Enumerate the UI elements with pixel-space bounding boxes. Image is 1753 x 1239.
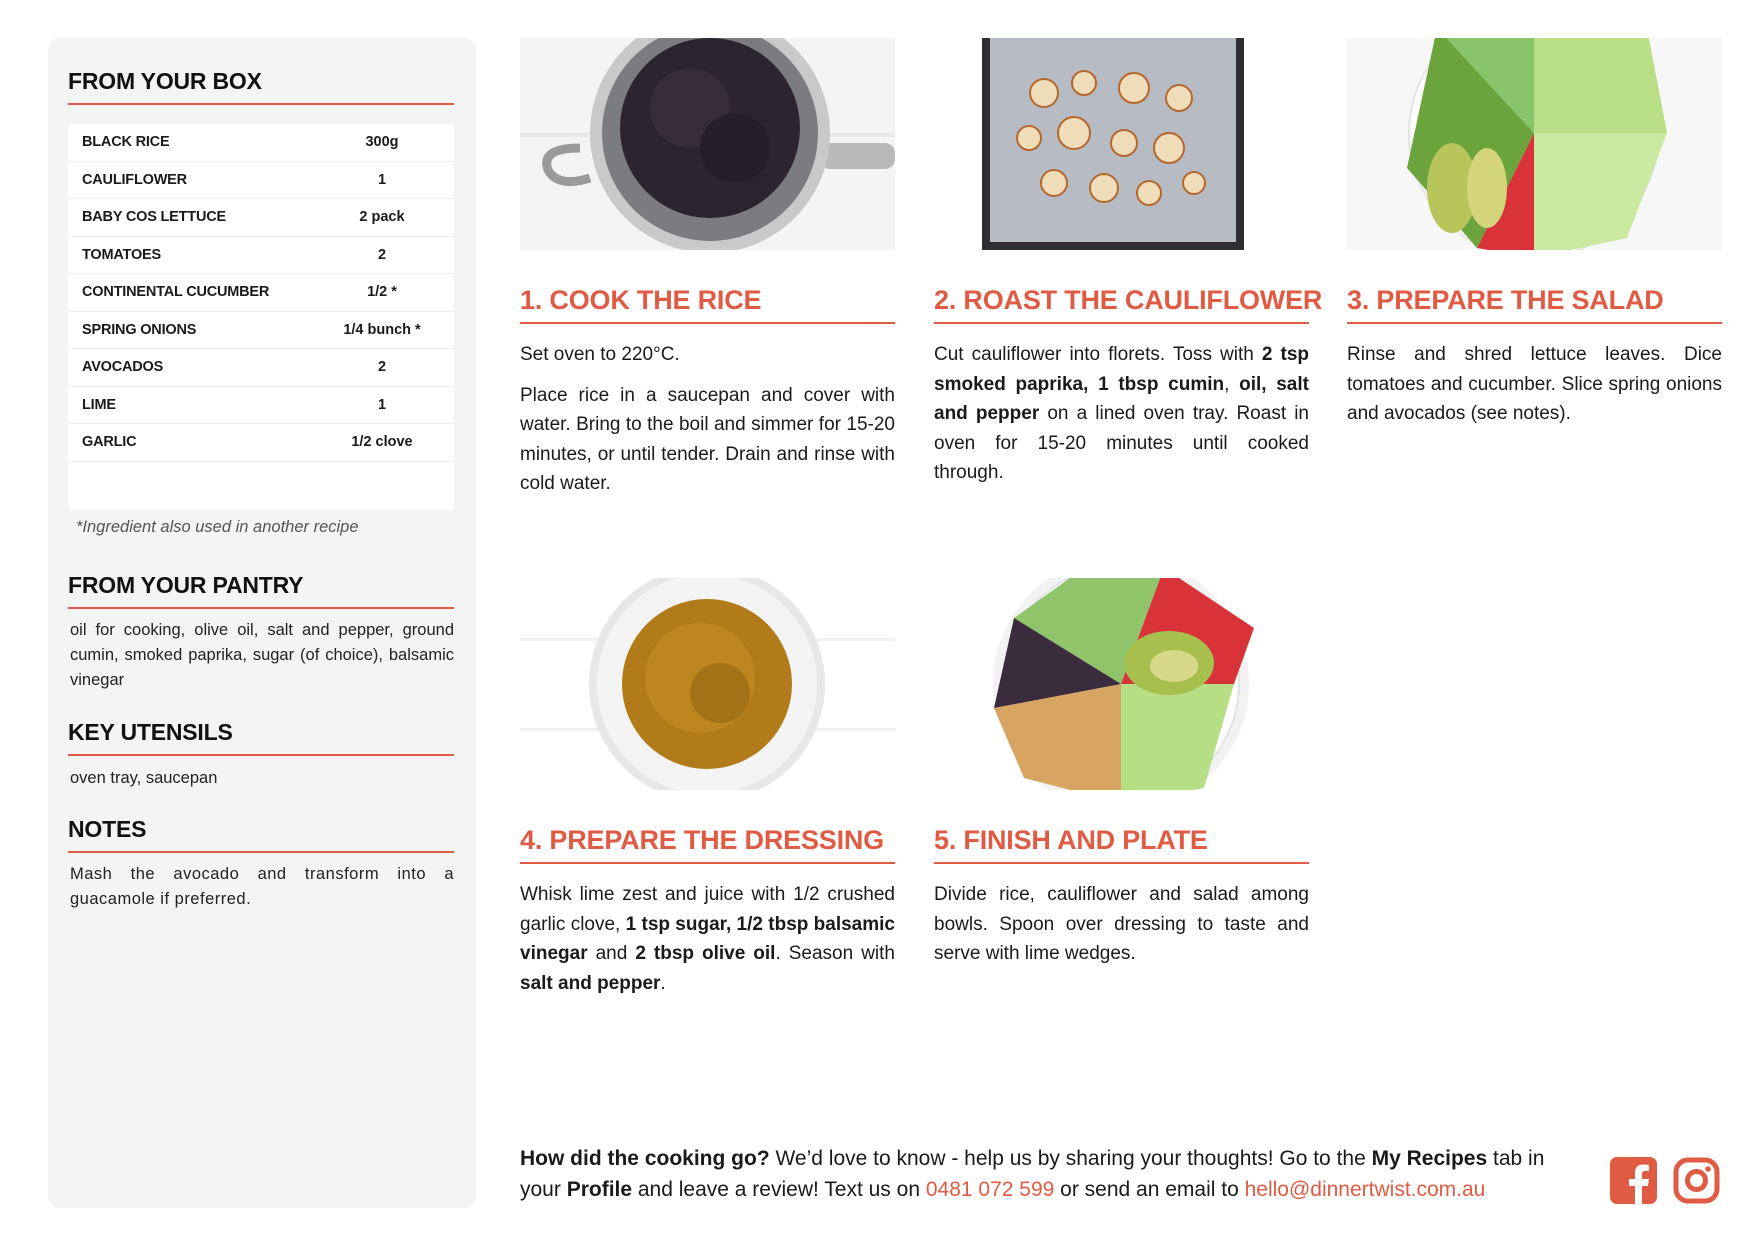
pantry-title: FROM YOUR PANTRY bbox=[68, 572, 454, 609]
ingredient-qty: 1 bbox=[377, 396, 387, 413]
table-row bbox=[68, 162, 454, 200]
step-finish-plate bbox=[934, 578, 1309, 980]
text-run: Whisk lime zest and juice with 1/2 crushed garlic clove, bbox=[520, 884, 895, 935]
ingredient-name: CONTINENTAL CUCUMBER bbox=[82, 284, 270, 301]
table-row bbox=[68, 349, 454, 387]
ingredient-name: BLACK RICE bbox=[82, 134, 170, 151]
ingredient-qty: 1/2 clove bbox=[351, 434, 413, 451]
ingredient-name: TOMATOES bbox=[82, 246, 161, 263]
bold-run: salt and pepper bbox=[520, 972, 661, 994]
text-run: and bbox=[587, 943, 636, 964]
ingredient-name: CAULIFLOWER bbox=[82, 171, 187, 188]
step-photo-dressing bbox=[520, 578, 895, 790]
ingredient-qty: 2 bbox=[377, 246, 387, 263]
step-photo-rice bbox=[520, 38, 895, 250]
utensils-title: KEY UTENSILS bbox=[68, 719, 454, 756]
step-paragraph: Divide rice, cauliflower and salad among bowls. Spoon over dressing to taste and serve with lime wedges. bbox=[934, 884, 1309, 964]
step-photo-cauliflower bbox=[934, 38, 1309, 250]
table-row bbox=[68, 424, 454, 462]
step-prepare-salad bbox=[1347, 38, 1722, 440]
text-run: , bbox=[1224, 373, 1240, 395]
step-paragraph: Place rice in a saucepan and cover with water. Bring to the boil and simmer for 15-20 minutes, or until tender. Drain and rinse with cold water. bbox=[520, 384, 895, 494]
step-title: 2. ROAST THE CAULIFLOWER bbox=[934, 285, 1309, 324]
ingredient-name: AVOCADOS bbox=[82, 359, 164, 376]
table-row bbox=[68, 199, 454, 237]
text-run: tab in your bbox=[520, 1147, 1545, 1201]
facebook-icon[interactable] bbox=[1610, 1157, 1657, 1204]
text-run: Cut cauliflower into florets. Toss with bbox=[934, 344, 1262, 365]
table-row bbox=[68, 237, 454, 275]
bold-run: 2 tbsp olive oil bbox=[635, 943, 776, 964]
step-prepare-dressing bbox=[520, 578, 895, 1009]
step-text bbox=[934, 340, 1309, 488]
my-recipes-label: My Recipes bbox=[1371, 1147, 1488, 1170]
step-photo-plate bbox=[934, 578, 1309, 790]
ingredient-qty: 300g bbox=[365, 134, 399, 151]
step-title: 4. PREPARE THE DRESSING bbox=[520, 825, 895, 864]
ingredient-name: GARLIC bbox=[82, 434, 137, 451]
profile-label: Profile bbox=[566, 1178, 633, 1201]
step-text bbox=[934, 880, 1309, 969]
text-run: on a lined oven tray. Roast in oven for 15-20 minutes until cooked through. bbox=[934, 403, 1309, 483]
step-paragraph: Set oven to 220°C. bbox=[520, 344, 680, 365]
step-text bbox=[520, 340, 895, 499]
step-paragraph: Rinse and shred lettuce leaves. Dice tomatoes and cucumber. Slice spring onions and avocados (see notes). bbox=[1347, 344, 1722, 424]
notes-title: NOTES bbox=[68, 816, 454, 853]
bold-run: 1 tsp sugar, 1/2 tbsp balsamic vinegar bbox=[520, 913, 895, 964]
text-run: and leave a review! Text us on bbox=[632, 1178, 926, 1201]
table-row bbox=[68, 387, 454, 425]
step-title: 5. FINISH AND PLATE bbox=[934, 825, 1309, 864]
ingredient-qty: 2 pack bbox=[359, 209, 405, 226]
ingredient-note: *Ingredient also used in another recipe bbox=[76, 518, 359, 536]
ingredient-qty: 1 bbox=[377, 171, 387, 188]
ingredient-qty: 2 bbox=[377, 359, 387, 376]
ingredient-qty: 1/2 * bbox=[367, 284, 397, 301]
box-title: FROM YOUR BOX bbox=[68, 68, 454, 105]
table-row bbox=[68, 274, 454, 312]
ingredient-qty: 1/4 bunch * bbox=[343, 321, 421, 338]
instagram-icon[interactable] bbox=[1673, 1157, 1720, 1204]
step-roast-cauliflower bbox=[934, 38, 1323, 499]
text-run: . Season with bbox=[775, 943, 895, 964]
feedback-footer bbox=[520, 1143, 1580, 1205]
step-photo-salad bbox=[1347, 38, 1722, 250]
ingredients-sidebar bbox=[48, 38, 476, 1208]
text-run: or send an email to bbox=[1054, 1178, 1245, 1201]
text-run: . bbox=[660, 972, 666, 994]
bold-run: 2 tsp smoked paprika, 1 tbsp cumin bbox=[934, 344, 1309, 395]
text-run: We’d love to know - help us by sharing your thoughts! Go to the bbox=[769, 1147, 1372, 1170]
email-link[interactable]: hello@dinnertwist.com.au bbox=[1244, 1178, 1486, 1201]
pantry-text: oil for cooking, olive oil, salt and pepper, ground cumin, smoked paprika, sugar (of choice), balsamic vinegar bbox=[70, 621, 454, 689]
ingredient-table bbox=[68, 124, 454, 510]
step-title: 3. PREPARE THE SALAD bbox=[1347, 285, 1722, 324]
ingredient-name: LIME bbox=[82, 396, 116, 413]
step-text bbox=[1347, 340, 1722, 429]
step-title: 1. COOK THE RICE bbox=[520, 285, 895, 324]
step-text bbox=[520, 880, 895, 998]
step-paragraph bbox=[520, 880, 895, 998]
notes-text: Mash the avocado and transform into a guacamole if preferred. bbox=[70, 865, 454, 908]
ingredient-name: BABY COS LETTUCE bbox=[82, 209, 226, 226]
utensils-text: oven tray, saucepan bbox=[70, 769, 218, 787]
step-cook-rice bbox=[520, 38, 895, 510]
table-row bbox=[68, 124, 454, 162]
table-row bbox=[68, 312, 454, 350]
ingredient-name: SPRING ONIONS bbox=[82, 321, 197, 338]
bold-run: oil, salt and pepper bbox=[934, 373, 1309, 424]
phone-link[interactable]: 0481 072 599 bbox=[925, 1178, 1055, 1201]
step-paragraph bbox=[934, 340, 1309, 488]
footer-question: How did the cooking go? bbox=[520, 1147, 770, 1170]
